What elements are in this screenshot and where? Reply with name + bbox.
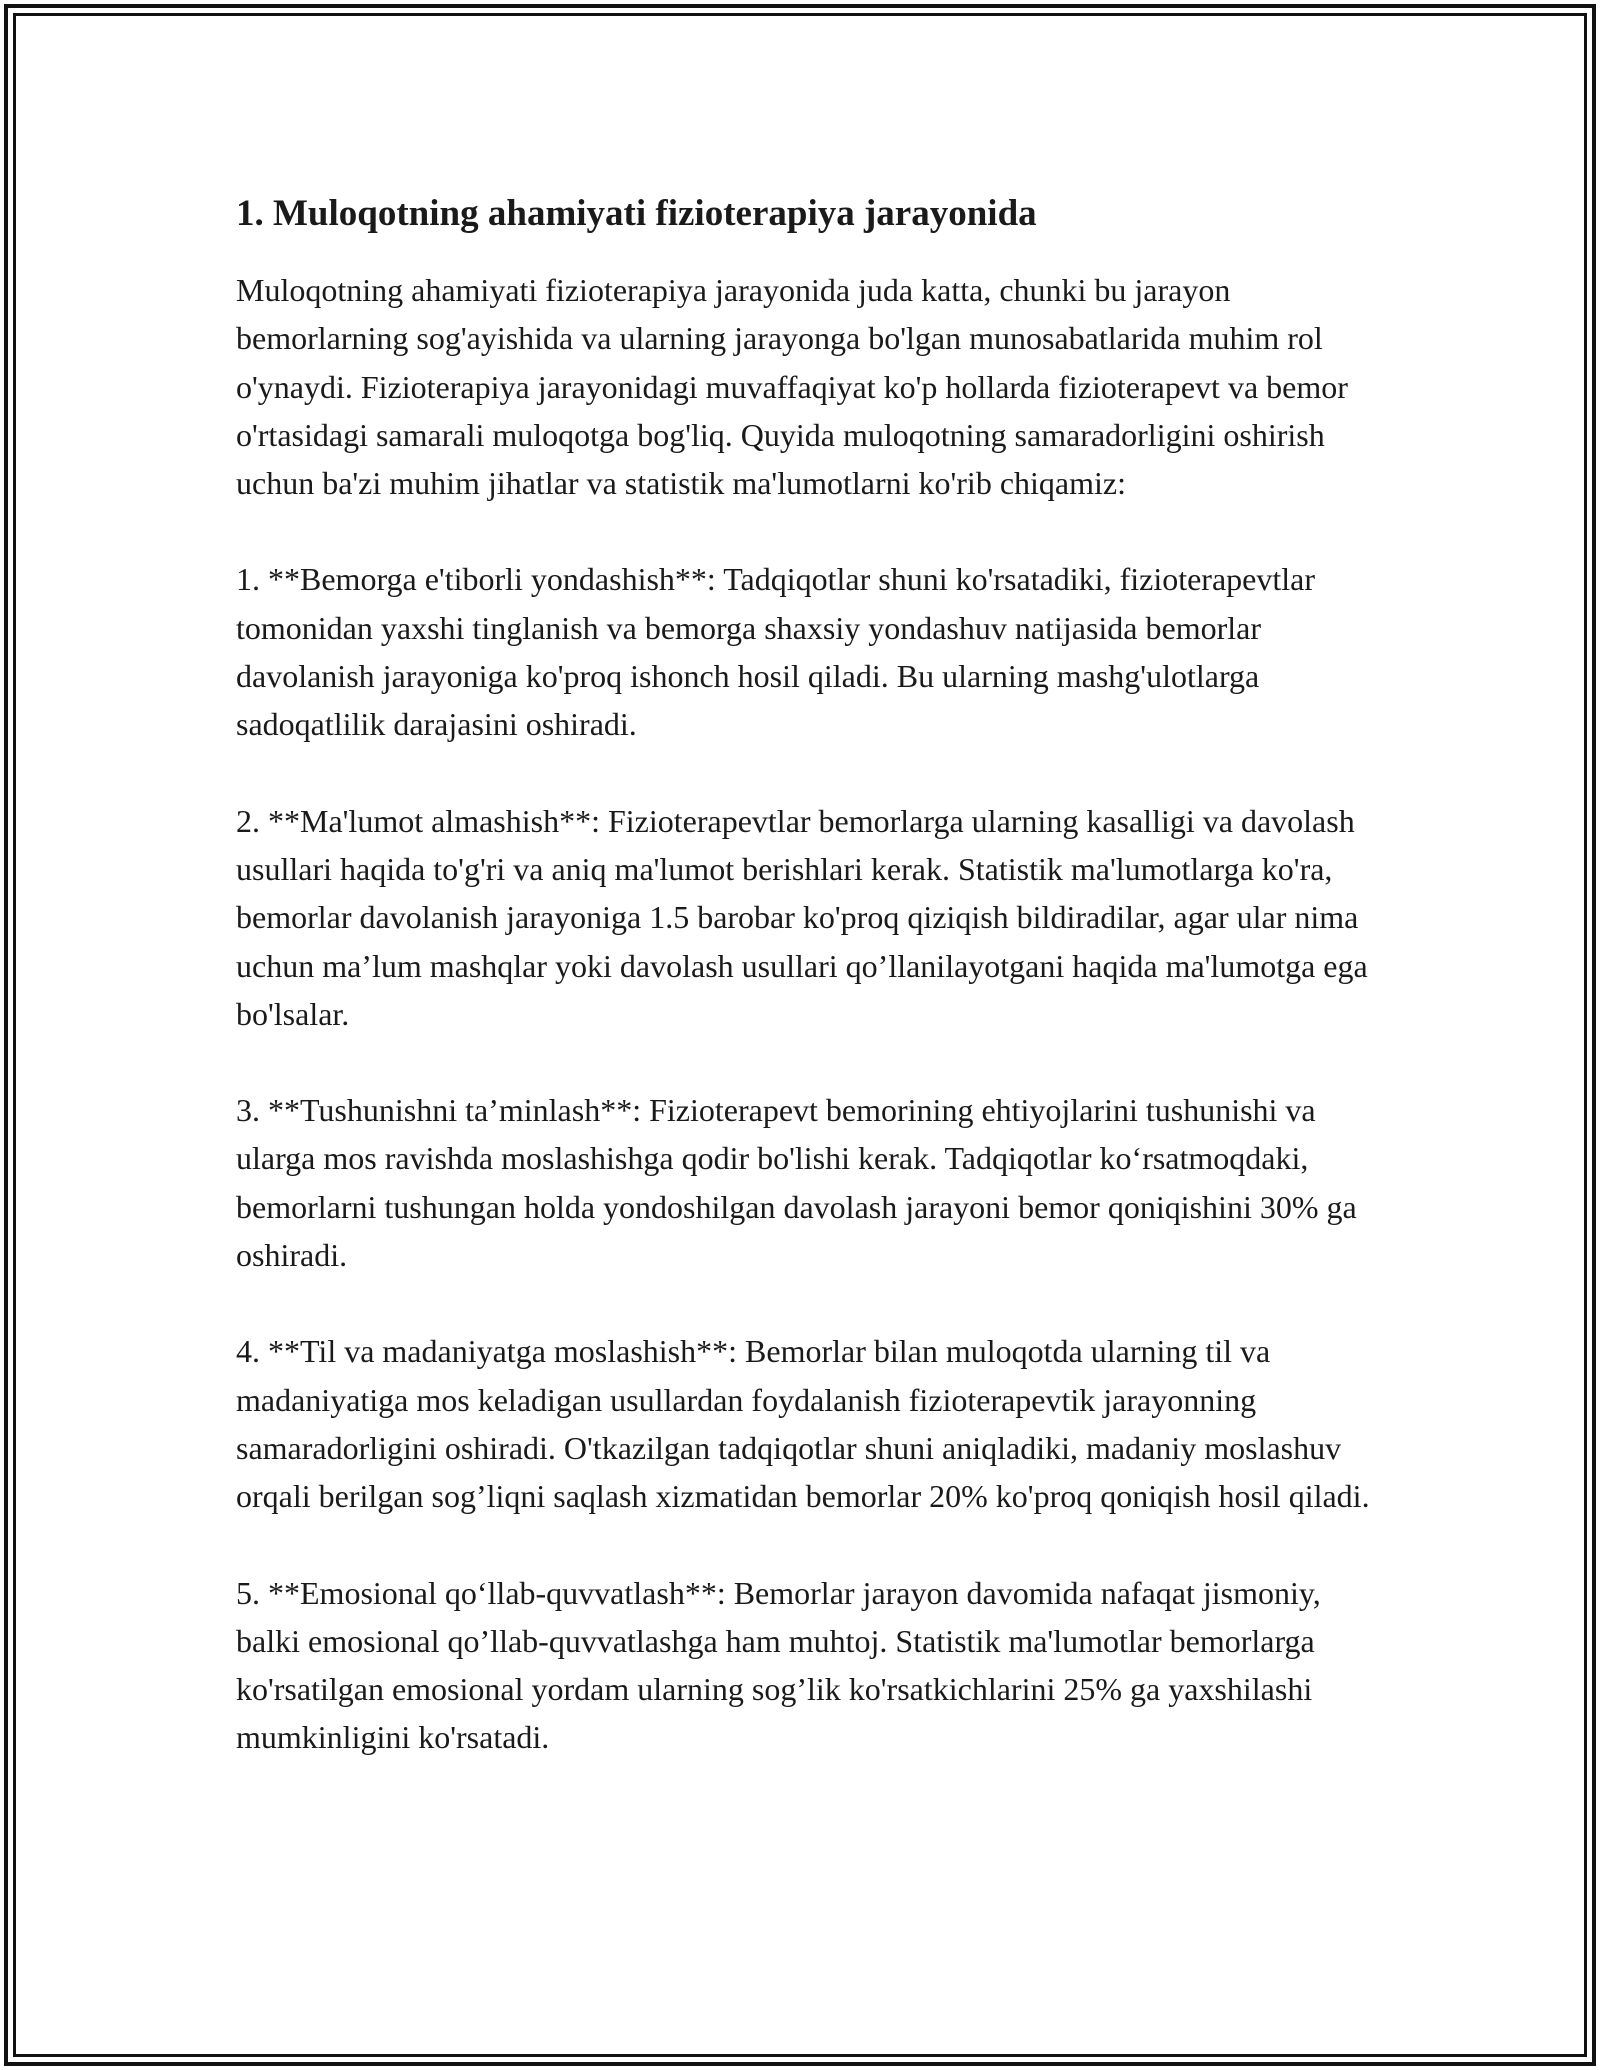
point-2-paragraph: 2. **Ma'lumot almashish**: Fizioterapevtlar bemorlarga ularning kasalligi va davolash usullari haqida to'g'ri va aniq ma'lumot berishlari kerak. Statistik ma'lumotlarga ko'ra, bemorlar davolanish jarayoniga 1.5 barobar ko'proq qiziqish bildiradilar, agar ular nima uchun ma’lum mashqlar yoki davolash usullari qo’llanilayotgani haqida ma'lumotga ega bo'lsalar. bbox=[236, 802, 1368, 1032]
point-1-paragraph: 1. **Bemorga e'tiborli yondashish**: Tadqiqotlar shuni ko'rsatadiki, fizioterapevtlar tomonidan yaxshi tinglanish va bemorga shaxsiy yondashuv natijasida bemorlar davolanish jarayoniga ko'proq ishonch hosil qiladi. Bu ularning mashg'ulotlarga sadoqatlilik darajasini oshiradi. bbox=[236, 561, 1315, 743]
point-4-paragraph: 4. **Til va madaniyatga moslashish**: Bemorlar bilan muloqotda ularning til va madaniyatiga mos keladigan usullardan foydalanish fizioterapevtik jarayonning samaradorligini oshiradi. O'tkazilgan tadqiqotlar shuni aniqladiki, madaniy moslashuv orqali berilgan sog’liqni saqlash xizmatidan bemorlar 20% ko'proq qoniqish hosil qiladi. bbox=[236, 1333, 1370, 1515]
document-title: 1. Muloqotning ahamiyati fizioterapiya jarayonida bbox=[236, 193, 1037, 234]
point-3-paragraph: 3. **Tushunishni ta’minlash**: Fizioterapevt bemorining ehtiyojlarini tushunishi va ularga mos ravishda moslashishga qodir bo'lishi kerak. Tadqiqotlar ko‘rsatmoqdaki, bemorlarni tushungan holda yondoshilgan davolash jarayoni bemor qoniqishini 30% ga oshiradi. bbox=[236, 1092, 1357, 1274]
point-5-paragraph: 5. **Emosional qo‘llab-quvvatlash**: Bemorlar jarayon davomida nafaqat jismoniy, balki emosional qo’llab-quvvatlashga ham muhtoj. Statistik ma'lumotlar bemorlarga ko'rsatilgan emosional yordam ularning sog’lik ko'rsatkichlarini 25% ga yaxshilashi mumkinligini ko'rsatadi. bbox=[236, 1574, 1321, 1756]
intro-paragraph: Muloqotning ahamiyati fizioterapiya jarayonida juda katta, chunki bu jarayon bemorlarning sog'ayishida va ularning jarayonga bo'lgan munosabatlarida muhim rol o'ynaydi. Fizioterapiya jarayonidagi muvaffaqiyat ko'p hollarda fizioterapevt va bemor o'rtasidagi samarali muloqotga bog'liq. Quyida muloqotning samaradorligini oshirish uchun ba'zi muhim jihatlar va statistik ma'lumotlarni ko'rib chiqamiz: bbox=[236, 272, 1348, 502]
document-body bbox=[236, 186, 1376, 1762]
